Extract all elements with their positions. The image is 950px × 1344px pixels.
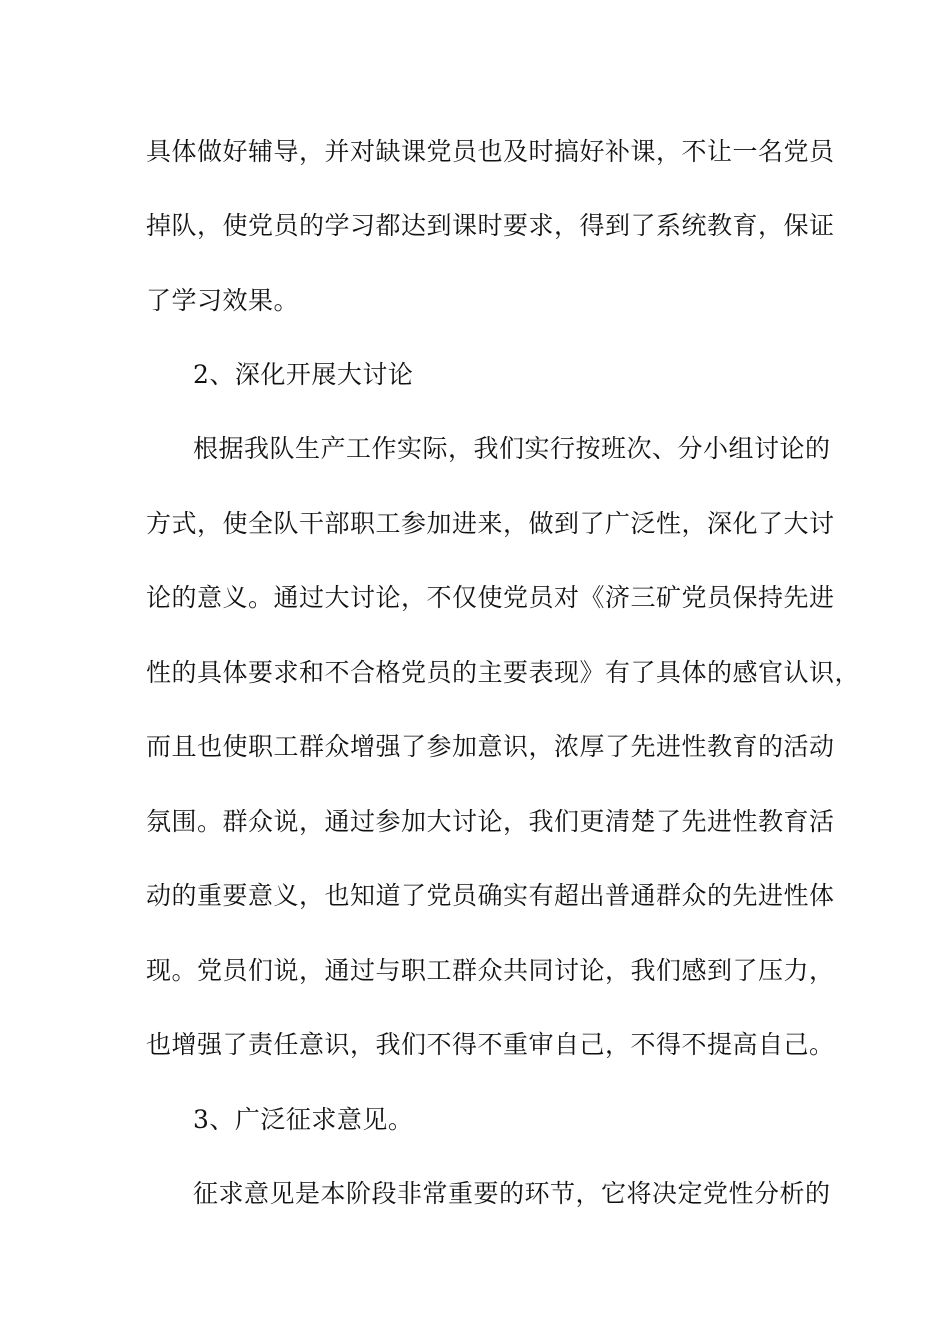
paragraph-line: 现。党员们说，通过与职工群众共同讨论，我们感到了压力， [146,956,835,985]
section-heading: 3、广泛征求意见。 [193,1105,414,1134]
paragraph-line: 征求意见是本阶段非常重要的环节，它将决定党性分析的 [193,1179,831,1208]
paragraph-line: 了学习效果。 [146,286,300,315]
paragraph-line: 根据我队生产工作实际，我们实行按班次、分小组讨论的 [193,434,831,463]
section-heading: 2、深化开展大讨论 [193,360,414,389]
paragraph-line: 动的重要意义，也知道了党员确实有超出普通群众的先进性体 [146,881,835,910]
paragraph-line: 性的具体要求和不合格党员的主要表现》有了具体的感官认识， [146,658,861,687]
paragraph-line: 而且也使职工群众增强了参加意识，浓厚了先进性教育的活动 [146,732,835,761]
paragraph-line: 具体做好辅导，并对缺课党员也及时搞好补课，不让一名党员 [146,137,835,166]
paragraph-line: 氛围。群众说，通过参加大讨论，我们更清楚了先进性教育活 [146,807,835,836]
paragraph-line: 掉队，使党员的学习都达到课时要求，得到了系统教育，保证 [146,211,835,240]
paragraph-line: 也增强了责任意识，我们不得不重审自己，不得不提高自己。 [146,1030,835,1059]
paragraph-line: 论的意义。通过大讨论，不仅使党员对《济三矿党员保持先进 [146,583,835,612]
paragraph-line: 方式，使全队干部职工参加进来，做到了广泛性，深化了大讨 [146,509,835,538]
